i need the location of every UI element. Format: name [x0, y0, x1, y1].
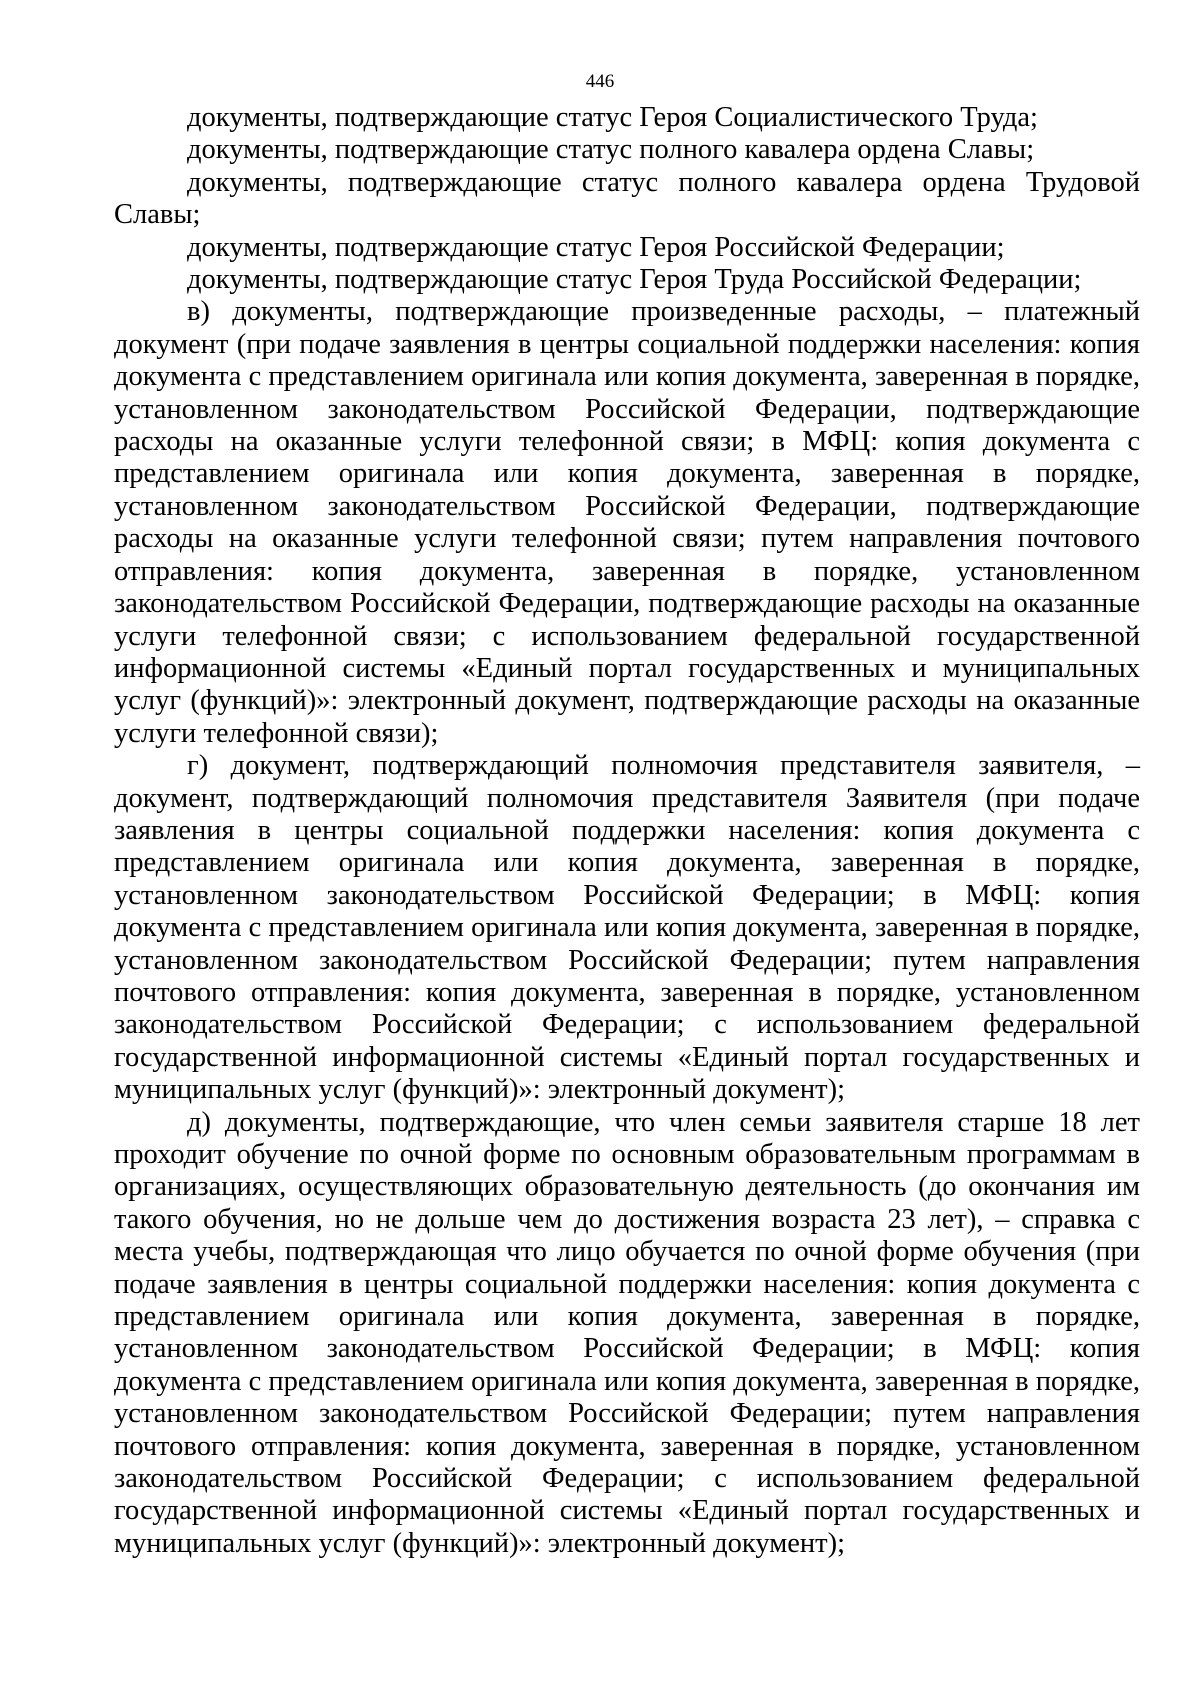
list-item-order-of-labour-glory: документы, подтверждающие статус полного кавалера ордена Трудовой Славы;	[114, 166, 1140, 231]
paragraph-g-representative-authority: г) документ, подтверждающий полномочия представителя заявителя, – документ, подтверждающий полномочия представителя Заявителя (при подаче заявления в центры социальной поддержки населения: копия документа с представлением оригинала или копия документа, заверенная в порядке, установленном законодательством Российской Федерации; в МФЦ: копия документа с представлением оригинала или копия документа, заверенная в порядке, установленном законодательством Российской Федерации; путем направления почтового отправления: копия документа, заверенная в порядке, установленном законодательством Российской Федерации; с использованием федеральной государственной информационной системы «Единый портал государственных и муниципальных услуг (функций)»: электронный документ);	[114, 750, 1140, 1106]
paragraph-v-expense-documents: в) документы, подтверждающие произведенные расходы, – платежный документ (при подаче заявления в центры социальной поддержки населения: копия документа с представлением оригинала или копия документа, заверенная в порядке, установленном законодательством Российской Федерации, подтверждающие расходы на оказанные услуги телефонной связи; в МФЦ: копия документа с представлением оригинала или копия документа, заверенная в порядке, установленном законодательством Российской Федерации, подтверждающие расходы на оказанные услуги телефонной связи; путем направления почтового отправления: копия документа, заверенная в порядке, установленном законодательством Российской Федерации, подтверждающие расходы на оказанные услуги телефонной связи; с использованием федеральной государственной информационной системы «Единый портал государственных и муниципальных услуг (функций)»: электронный документ, подтверждающие расходы на оказанные услуги телефонной связи);	[114, 296, 1140, 749]
page-number: 446	[585, 71, 615, 92]
document-body	[114, 102, 1140, 1560]
list-item-hero-socialist-labour: документы, подтверждающие статус Героя Социалистического Труда;	[187, 102, 1038, 133]
list-item-hero-labour-russian-federation: документы, подтверждающие статус Героя Труда Российской Федерации;	[187, 264, 1082, 296]
paragraph-d-student-status: д) документы, подтверждающие, что член семьи заявителя старше 18 лет проходит обучение по очной форме по основным образовательным программам в организациях, осуществляющих образовательную деятельность (до окончания им такого обучения, но не дольше чем до достижения возраста 23 лет), – справка с места учебы, подтверждающая что лицо обучается по очной форме обучения (при подаче заявления в центры социальной поддержки населения: копия документа с представлением оригинала или копия документа, заверенная в порядке, установленном законодательством Российской Федерации; в МФЦ: копия документа с представлением оригинала или копия документа, заверенная в порядке, установленном законодательством Российской Федерации; путем направления почтового отправления: копия документа, заверенная в порядке, установленном законодательством Российской Федерации; с использованием федеральной государственной информационной системы «Единый портал государственных и муниципальных услуг (функций)»: электронный документ);	[114, 1106, 1140, 1559]
list-item-hero-russian-federation: документы, подтверждающие статус Героя Российской Федерации;	[187, 231, 1005, 263]
list-item-order-of-glory: документы, подтверждающие статус полного кавалера ордена Славы;	[187, 134, 1035, 166]
